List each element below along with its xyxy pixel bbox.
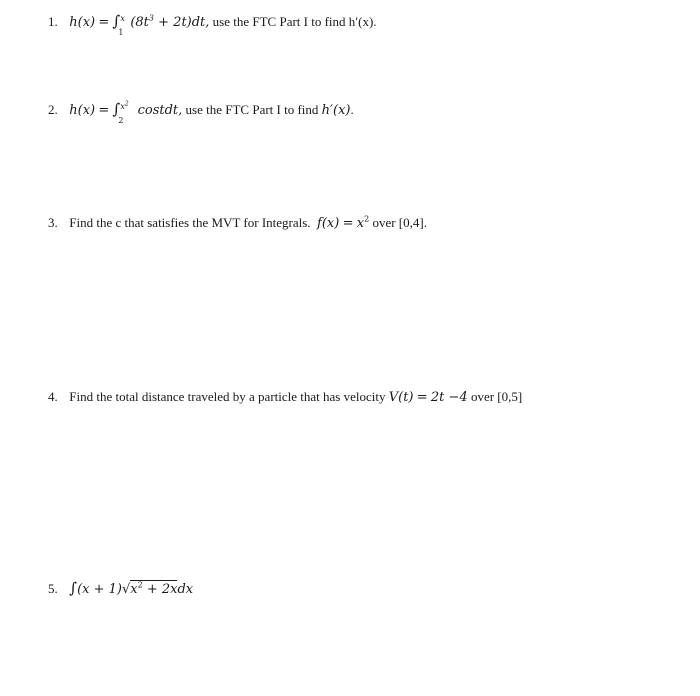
- integrand-exponent: 3: [148, 13, 155, 23]
- rhs-exponent: 2: [364, 214, 370, 224]
- function-lhs: h(x): [69, 103, 96, 118]
- upper-limit: $x^2$: [120, 100, 129, 112]
- integrand-prefix: (x + 1): [77, 582, 122, 597]
- problem-4: [48, 388, 522, 407]
- period: .: [350, 102, 354, 117]
- problem-text: use the FTC Part I to find: [185, 102, 319, 117]
- integral-limits: [118, 100, 134, 126]
- equals-sign: =: [342, 216, 354, 231]
- integral-sign: ∫: [69, 579, 78, 597]
- problem-number: 4.: [48, 389, 58, 404]
- equals-sign: =: [98, 103, 110, 118]
- radicand: $x^2 + 2x$: [130, 580, 178, 597]
- radicand-exponent: 2: [137, 580, 143, 590]
- square-root: [122, 580, 178, 599]
- function-lhs: h(x): [69, 15, 96, 30]
- problem-1: [48, 12, 377, 38]
- problem-number: 3.: [48, 215, 58, 230]
- upper-limit: x: [120, 14, 125, 24]
- function-lhs: V(t): [388, 390, 414, 405]
- function-rhs: x: [356, 216, 365, 231]
- problem-text: Find the total distance traveled by a particle that has velocity: [69, 389, 386, 404]
- lower-limit: 2: [118, 116, 124, 126]
- problem-text: Find the c that satisfies the MVT for Integrals.: [69, 215, 311, 230]
- integral-sign: ∫: [112, 100, 121, 118]
- problem-number: 2.: [48, 102, 58, 117]
- upper-limit-exponent: 2: [124, 100, 129, 108]
- integrand: costdt,: [137, 103, 183, 118]
- problem-number: 1.: [48, 14, 58, 29]
- problem-2: [48, 100, 354, 126]
- equals-sign: =: [416, 390, 428, 405]
- lower-limit: 1: [118, 28, 124, 38]
- differential: dx: [177, 582, 194, 597]
- function-rhs: 2t −4: [430, 390, 468, 405]
- target-derivative: h′(x): [321, 103, 351, 118]
- problem-text: use the FTC Part I to find h′(x).: [212, 14, 377, 29]
- integrand-close: + 2t)dt,: [154, 15, 210, 30]
- problem-3: [48, 214, 427, 233]
- interval-text: over [0,4].: [372, 215, 427, 230]
- integrand-open: (8t: [130, 15, 149, 30]
- problem-number: 5.: [48, 581, 58, 596]
- interval-text: over [0,5]: [470, 389, 523, 404]
- radical-sign: √: [121, 582, 131, 597]
- function-lhs: f(x): [317, 216, 340, 231]
- integral-sign: ∫: [112, 12, 121, 30]
- problem-5: [48, 579, 193, 599]
- integral-limits: [118, 14, 130, 38]
- equals-sign: =: [98, 15, 110, 30]
